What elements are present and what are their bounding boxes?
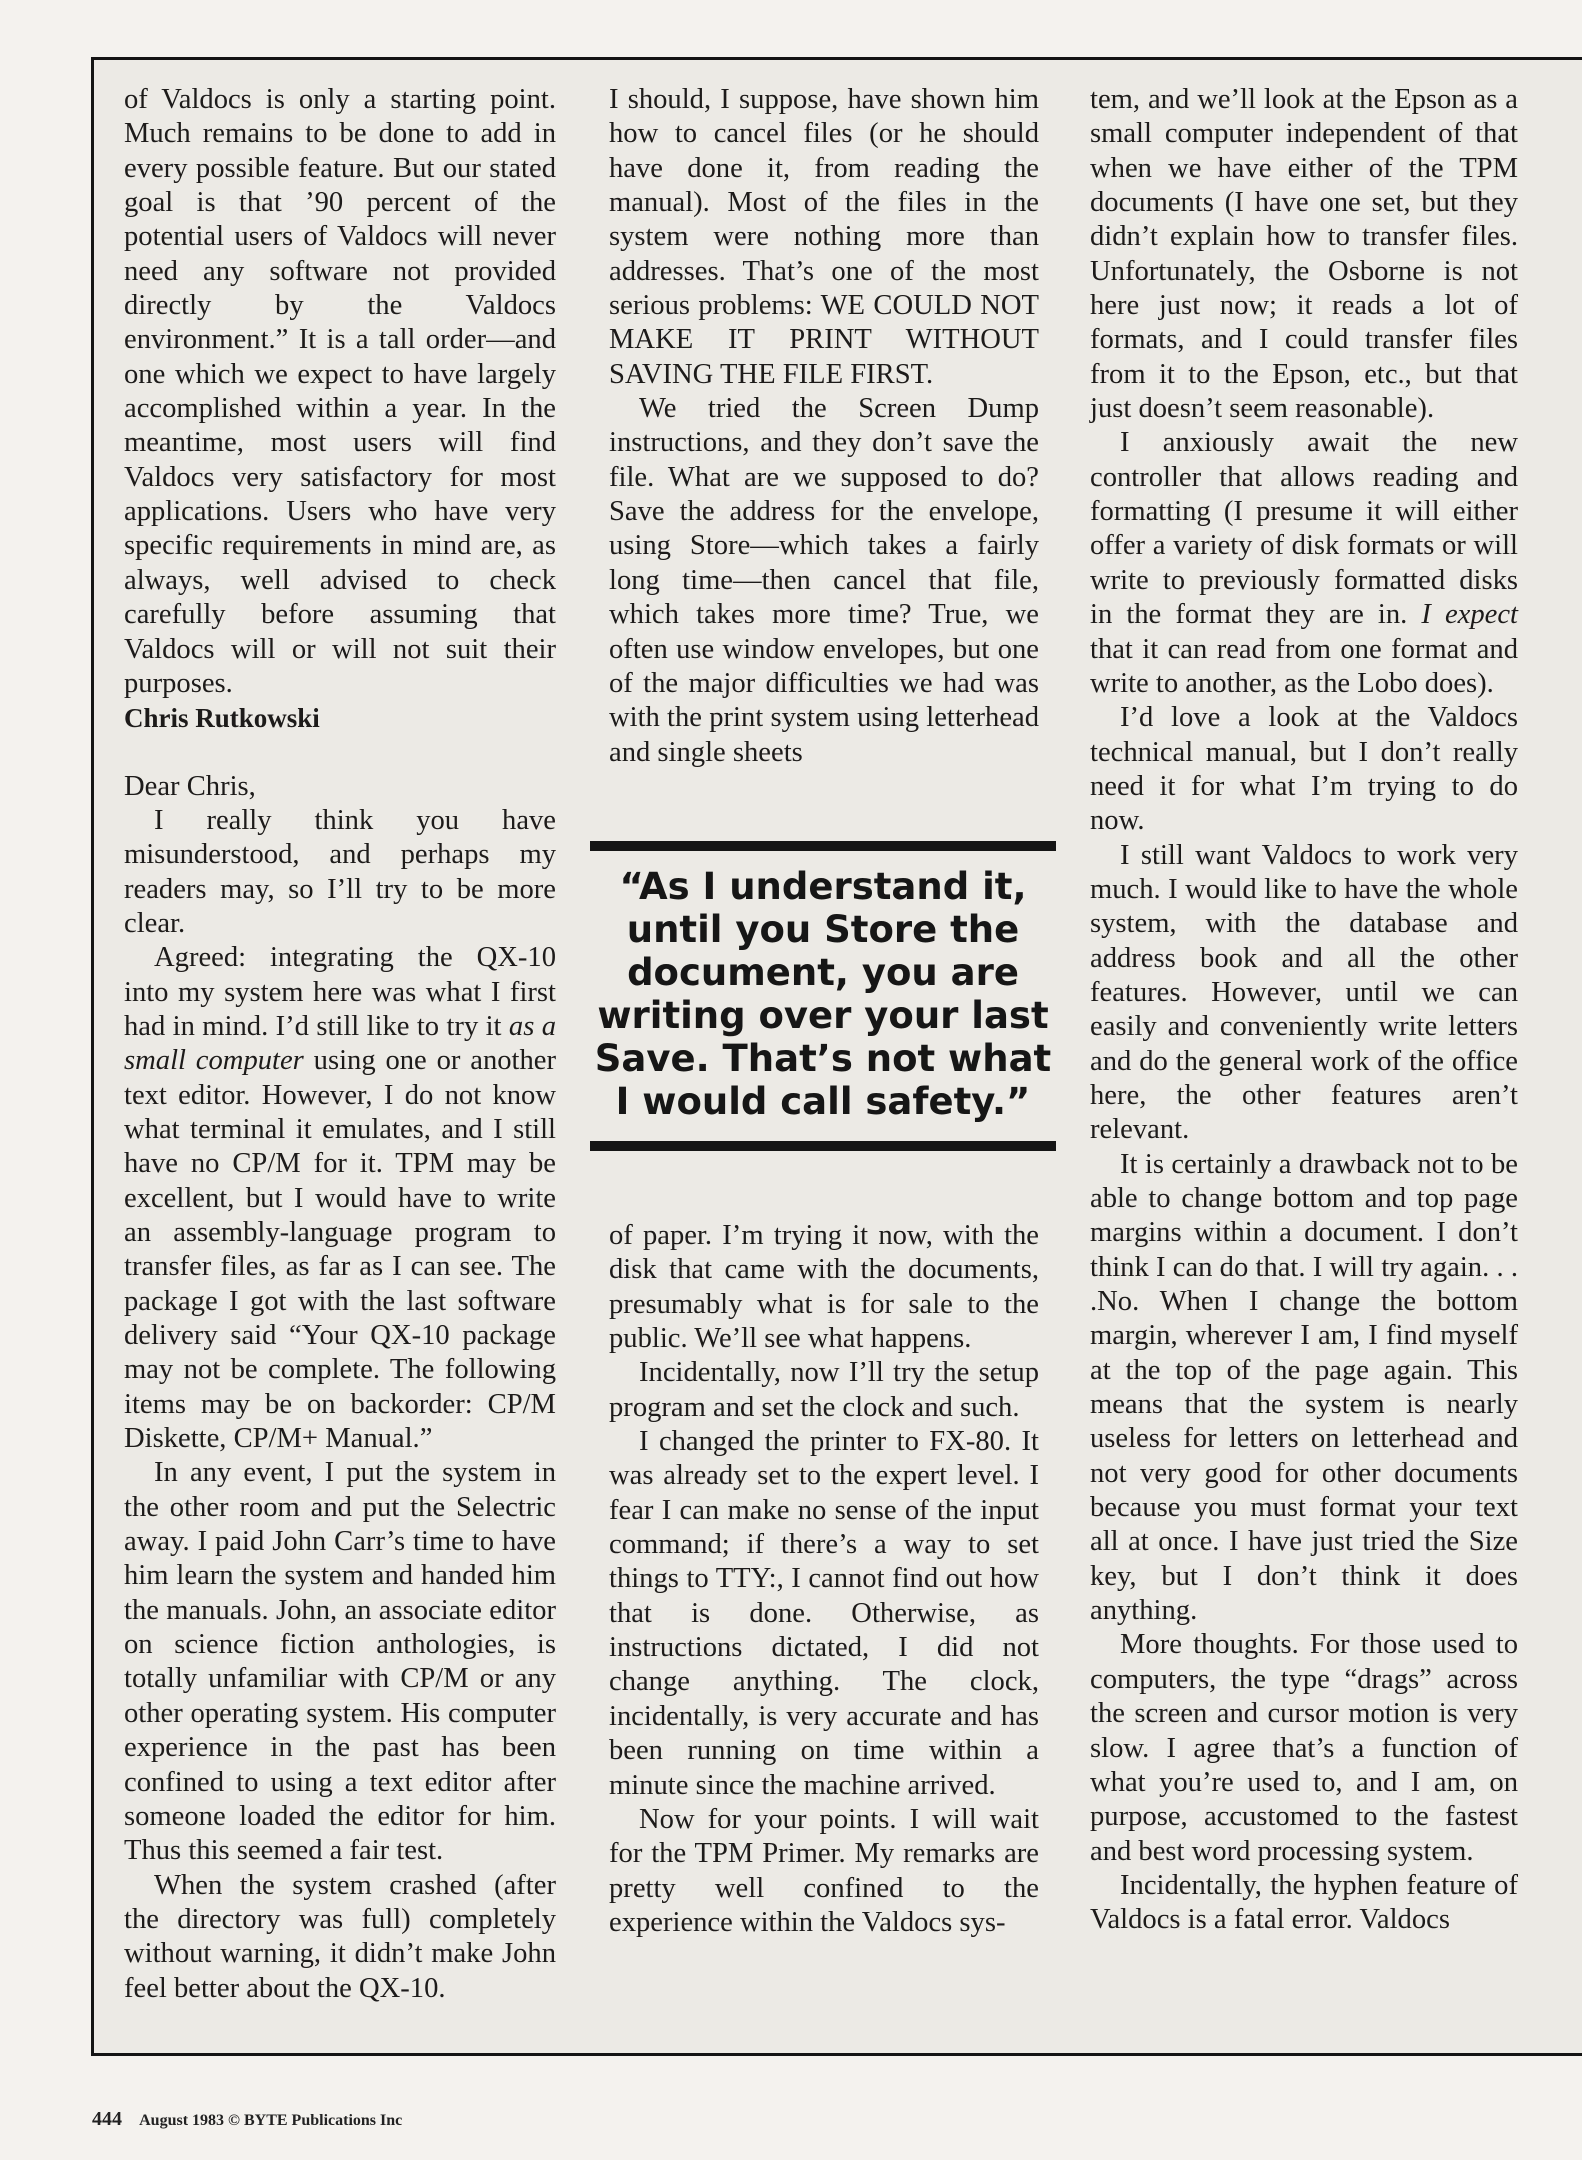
col1-paragraph: I really think you have misunderstood, and perhaps my readers may, so I’ll try to be more clear.	[124, 804, 556, 939]
col3-paragraph: More thoughts. For those used to computers, the type “drags” across the screen and cursor motion is very slow. I agree that’s a function of what you’re used to, and I am, on purpose, accustomed to the fastest and best word processing system.	[1090, 1629, 1518, 1867]
text-run: using one or another text editor. However, I do not know what terminal it emulates, and I still have no CP/M for it. TPM may be excellent, but I would have to write an assembly-language program to transfer files, as far as I can see. The package I got with the last software delivery said “Your QX-10 package may not be complete. The following items may be on backorder: CP/M Diskette, CP/M+ Manual.”	[124, 1045, 556, 1455]
text-run: I anxiously await the new controller that allows reading and formatting (I presume it will either offer a variety of disk formats or will write to previously formatted disks in the format they are in.	[1090, 427, 1518, 631]
text-run: Agreed: integrating the QX-10 into my system here was what I first had in mind. I’d still like to try it	[124, 942, 556, 1042]
page-footer	[92, 2108, 402, 2131]
col1-paragraph: of Valdocs is only a starting point. Much remains to be done to add in every possible feature. But our stated goal is that ’90 percent of the potential users of Valdocs will never need any software not provided directly by the Valdocs environment.” It is a tall order—and one which we expect to have largely accomplished within a year. In the meantime, most users will find Valdocs very satisfactory for most applications. Users who have very specific requirements in mind are, as always, well advised to check carefully before assuming that Valdocs will or will not suit their purposes.	[124, 84, 556, 699]
page-number: 444	[92, 2108, 122, 2130]
col3-paragraph: It is certainly a drawback not to be able to change bottom and top page margins within a document. I don’t think I can do that. I will try again. . . .No. When I change the bottom margin, wherever I am, I find myself at the top of the page again. This means that the system is nearly useless for letters on letterhead and not very good for other documents because you must format your text all at once. I have just tried the Size key, but I don’t think it does anything.	[1090, 1148, 1518, 1627]
salutation: Dear Chris,	[124, 770, 256, 802]
left-rule	[91, 57, 94, 2055]
signature: Chris Rutkowski	[124, 703, 320, 734]
col1-paragraph	[124, 941, 556, 1456]
column-2-bottom	[609, 1219, 1039, 1940]
text-run: that it can read from one format and write to another, as the Lobo does).	[1090, 633, 1518, 699]
emphasis: I expect	[1421, 599, 1518, 631]
spacer	[124, 736, 556, 770]
col1-paragraph: In any event, I put the system in the other room and put the Selectric away. I paid John Carr’s time to have him learn the system and handed him the manuals. John, an associate editor on science fiction anthologies, is totally unfamiliar with CP/M or any other operating system. His computer experience in the past has been confined to using a text editor after someone loaded the editor for him. Thus this seemed a fair test.	[124, 1457, 556, 1867]
col2-paragraph: Incidentally, now I’ll try the setup program and set the clock and such.	[609, 1357, 1039, 1423]
pull-quote	[590, 841, 1056, 1151]
pull-quote-top-bar	[590, 841, 1056, 851]
col2-paragraph: We tried the Screen Dump instructions, and they don’t save the file. What are we supposed to do? Save the address for the envelope, using Store—which takes a fairly long time—then cancel that file, which takes more time? True, we often use window envelopes, but one of the major difficulties we had was with the print system using letterhead and single sheets	[609, 393, 1039, 768]
pull-quote-bottom-bar	[590, 1141, 1056, 1151]
col2-paragraph: I changed the printer to FX-80. It was already set to the expert level. I fear I can make no sense of the input command; if there’s a way to set things to TTY:, I cannot find out how that is done. Otherwise, as instructions dictated, I did not change anything. The clock, incidentally, is very accurate and has been running on time within a minute since the machine arrived.	[609, 1426, 1039, 1801]
col3-paragraph: Incidentally, the hyphen feature of Valdocs is a fatal error. Valdocs	[1090, 1869, 1518, 1936]
bottom-rule	[91, 2053, 1582, 2056]
column-3	[1090, 83, 1518, 1938]
column-2-top	[609, 83, 1039, 770]
col3-paragraph	[1090, 426, 1518, 701]
footer-credit: August 1983 © BYTE Publications Inc	[139, 2112, 403, 2129]
col3-paragraph: I’d love a look at the Valdocs technical manual, but I don’t really need it for what I’m trying to do now.	[1090, 702, 1518, 837]
emphasis: as a small computer	[124, 1010, 557, 1077]
col3-paragraph: I still want Valdocs to work very much. I would like to have the whole system, with the database and address book and all the other features. However, until we can easily and conveniently write letters and do the general work of the office here, the other features aren’t relevant.	[1090, 839, 1518, 1146]
col3-paragraph: tem, and we’ll look at the Epson as a small computer independent of that when we have either of the TPM documents (I have one set, but they didn’t explain how to transfer files. Unfortunately, the Osborne is not here just now; it reads a lot of formats, and I could transfer files from it to the Epson, etc., but that just doesn’t seem reasonable).	[1090, 84, 1518, 425]
col2-paragraph: of paper. I’m trying it now, with the disk that came with the documents, presumably what is for sale to the public. We’ll see what happens.	[609, 1220, 1039, 1355]
col2-paragraph: Now for your points. I will wait for the TPM Primer. My remarks are pretty well confined to the experience within the Valdocs sys-	[609, 1803, 1039, 1938]
column-1	[124, 83, 556, 2006]
col1-paragraph: When the system crashed (after the directory was full) completely without warning, it didn’t make John feel better about the QX-10.	[124, 1869, 556, 2004]
top-rule	[92, 57, 1582, 60]
pull-quote-text: “As I understand it, until you Store the document, you are writing over your last Save. That’s not what I would call safety.”	[594, 865, 1052, 1123]
col2-paragraph: I should, I suppose, have shown him how to cancel files (or he should have done it, from reading the manual). Most of the files in the system were nothing more than addresses. That’s one of the most serious problems: WE COULD NOT MAKE IT PRINT WITHOUT SAVING THE FILE FIRST.	[609, 84, 1039, 390]
